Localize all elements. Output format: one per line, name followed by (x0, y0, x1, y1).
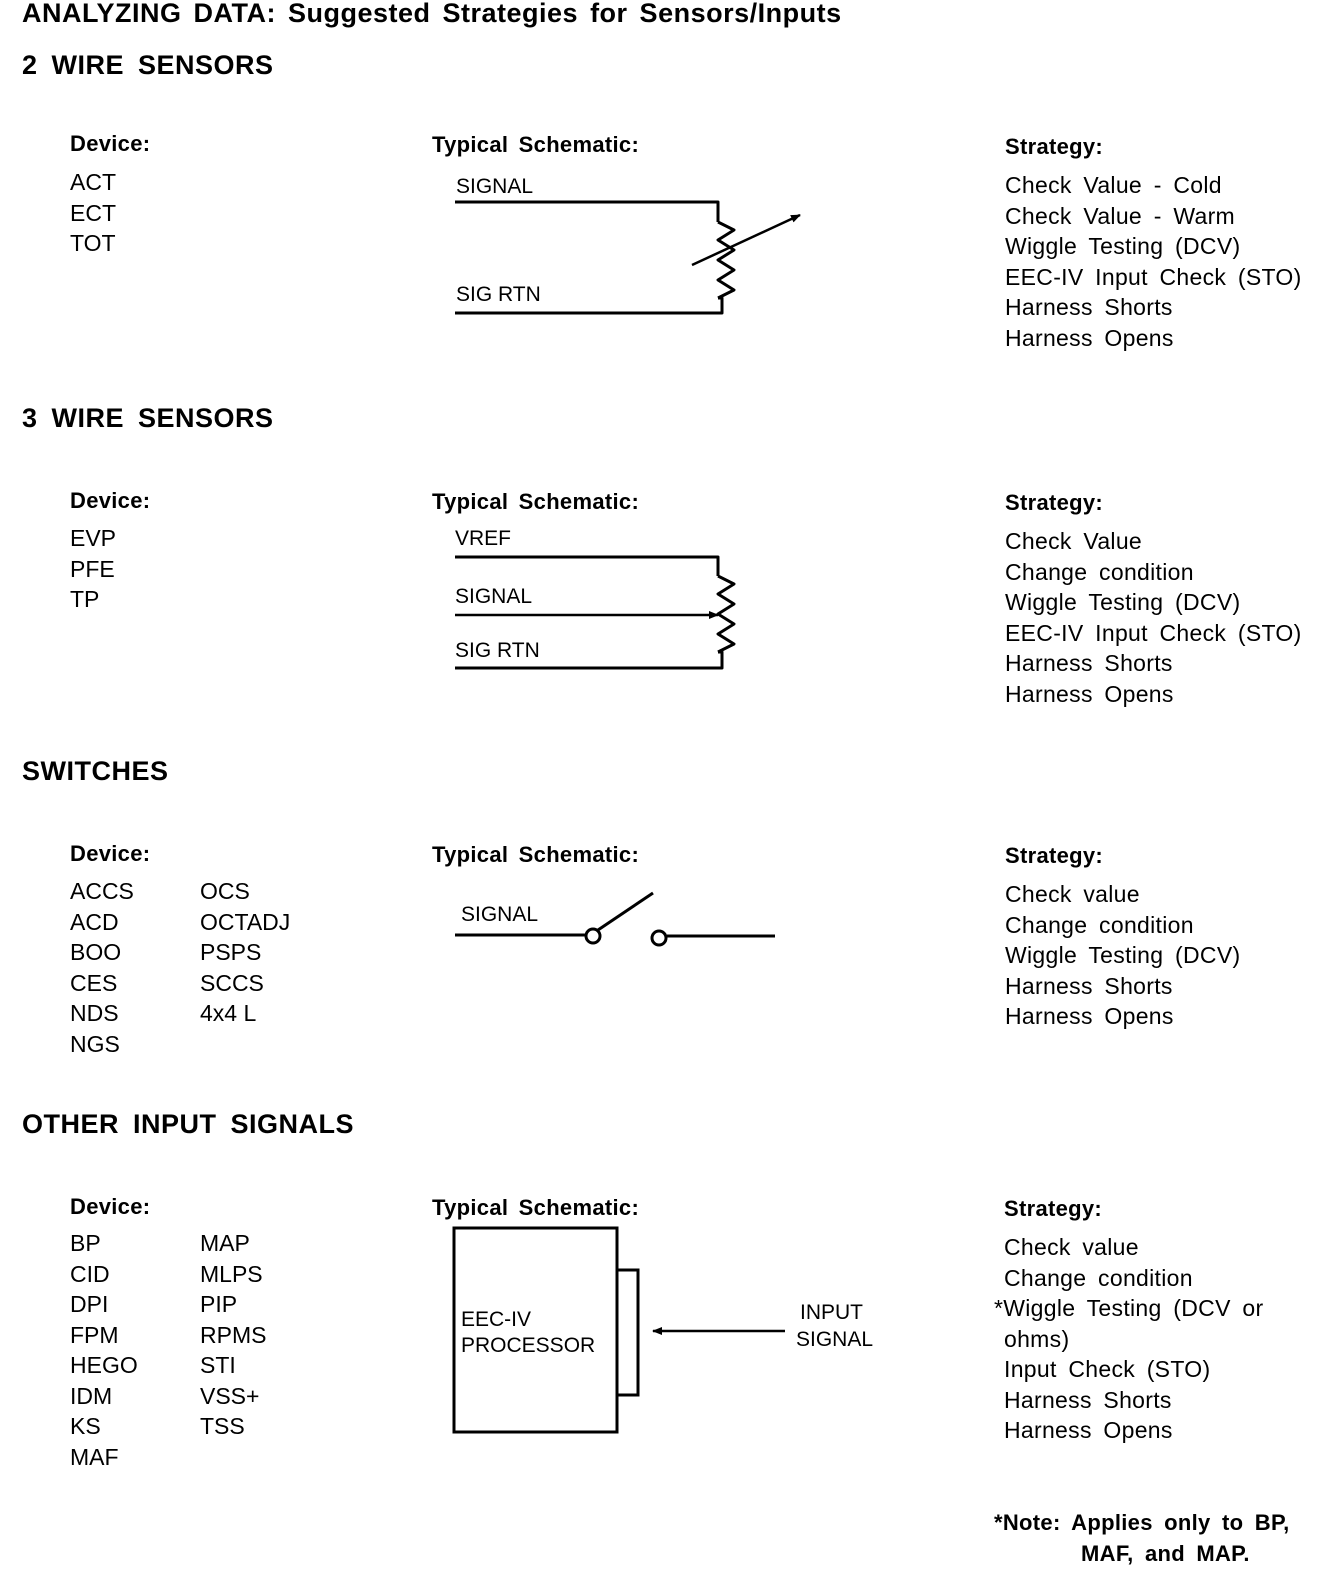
processor-connector (617, 1270, 638, 1395)
device-item: NGS (70, 1030, 120, 1057)
device-item: HEGO (70, 1352, 138, 1378)
strategy-item: Change condition (1005, 911, 1194, 938)
strategy-item: Harness Opens (1004, 1417, 1173, 1443)
schematic-label-signal: SIGNAL (461, 903, 539, 926)
strategy-item: Wiggle Testing (DCV) (1005, 233, 1241, 259)
schematic-label-sig-rtn: SIG RTN (455, 639, 540, 662)
strategy-item: Check Value - Warm (1005, 202, 1236, 229)
strategy-column-label: Strategy: (1005, 843, 1104, 868)
device-item: BP (70, 1230, 101, 1256)
processor-box (454, 1228, 617, 1432)
device-item: TSS (200, 1413, 245, 1439)
page-title: ANALYZING DATA: Suggested Strategies for Sensors/Inputs (22, 0, 842, 28)
two-wire-thermistor-schematic (455, 202, 800, 313)
strategy-item: Harness Shorts (1005, 294, 1173, 320)
device-item: OCTADJ (200, 908, 291, 935)
device-item: ACT (70, 169, 116, 195)
schematic-column-label: Typical Schematic: (432, 489, 640, 514)
device-item: DPI (70, 1291, 109, 1317)
device-column-label: Device: (70, 131, 151, 156)
strategy-item: EEC-IV Input Check (STO) (1005, 263, 1302, 290)
strategy-item: Harness Opens (1005, 680, 1174, 707)
strategy-item: *Wiggle Testing (DCV or (994, 1295, 1264, 1321)
strategy-item: EEC-IV Input Check (STO) (1005, 619, 1302, 646)
device-item: MAP (200, 1230, 250, 1256)
processor-label-line1: EEC-IV (461, 1308, 532, 1331)
processor-label-line2: PROCESSOR (461, 1334, 596, 1357)
strategy-item: Wiggle Testing (DCV) (1005, 589, 1241, 615)
strategy-item: Harness Shorts (1005, 650, 1173, 676)
schematic-label-vref: VREF (455, 527, 512, 550)
device-item: MAF (70, 1443, 119, 1470)
schematic-label-sig-rtn: SIG RTN (456, 283, 541, 306)
resistor-zigzag (718, 576, 734, 652)
device-item: OCS (200, 878, 250, 904)
schematic-column-label: Typical Schematic: (432, 1195, 640, 1220)
variable-arrow (692, 215, 800, 265)
schematic-column-label: Typical Schematic: (432, 842, 640, 867)
strategy-item: Check value (1005, 881, 1140, 907)
section-heading-switches: SWITCHES (22, 756, 169, 786)
input-signal-label-line1: INPUT (800, 1301, 863, 1324)
strategy-column-label: Strategy: (1005, 490, 1104, 515)
device-item: EVP (70, 525, 117, 551)
device-item: VSS+ (200, 1382, 260, 1409)
device-item: TOT (70, 230, 116, 256)
schematic-label-signal: SIGNAL (455, 585, 533, 608)
strategy-item: Change condition (1005, 558, 1194, 585)
device-item: RPMS (200, 1321, 267, 1348)
device-column-label: Device: (70, 841, 151, 866)
input-signal-label-line2: SIGNAL (796, 1328, 874, 1351)
strategy-item: ohms) (1004, 1325, 1070, 1352)
schematic-label-signal: SIGNAL (456, 175, 534, 198)
device-item: NDS (70, 1000, 119, 1026)
switch-contact-right (652, 931, 666, 945)
section-heading-other-input-signals: OTHER INPUT SIGNALS (22, 1109, 355, 1139)
strategy-item: Input Check (STO) (1004, 1356, 1211, 1382)
switch-blade (598, 893, 653, 930)
switch-schematic (455, 893, 775, 945)
device-item: STI (200, 1352, 236, 1378)
device-item: ACCS (70, 878, 134, 904)
vref-wire (455, 557, 718, 576)
strategy-item: Wiggle Testing (DCV) (1005, 942, 1241, 968)
schematic-column-label: Typical Schematic: (432, 132, 640, 157)
device-item: PIP (200, 1291, 238, 1317)
processor-schematic (454, 1228, 785, 1432)
strategy-item: Change condition (1004, 1264, 1193, 1291)
device-item: KS (70, 1413, 101, 1439)
device-item: MLPS (200, 1260, 263, 1287)
strategy-item: Harness Shorts (1005, 972, 1173, 999)
strategy-item: Harness Opens (1005, 1003, 1174, 1029)
strategy-column-label: Strategy: (1005, 134, 1104, 159)
device-item: FPM (70, 1321, 119, 1348)
strategy-item: Check Value - Cold (1005, 172, 1222, 198)
switch-contact-left (586, 929, 600, 943)
strategy-item: Harness Opens (1005, 324, 1174, 351)
strategy-item: Check value (1004, 1234, 1139, 1260)
signal-wire (455, 202, 718, 222)
device-item: PSPS (200, 939, 262, 965)
sig-rtn-wire (455, 652, 722, 668)
device-item: ACD (70, 908, 119, 935)
sig-rtn-wire (455, 298, 722, 313)
strategy-item: Harness Shorts (1004, 1386, 1172, 1413)
device-item: BOO (70, 939, 122, 965)
section-heading-2-wire-sensors: 2 WIRE SENSORS (22, 50, 274, 80)
section-heading-3-wire-sensors: 3 WIRE SENSORS (22, 403, 274, 433)
device-column-label: Device: (70, 1194, 151, 1219)
footnote-line2: MAF, and MAP. (1081, 1541, 1250, 1566)
device-item: CES (70, 969, 118, 996)
device-item: SCCS (200, 969, 264, 996)
three-wire-potentiometer-schematic (455, 557, 734, 668)
device-item: PFE (70, 555, 115, 582)
strategy-column-label: Strategy: (1004, 1196, 1103, 1221)
device-item: 4x4 L (200, 1000, 257, 1026)
resistor-zigzag (718, 222, 734, 298)
device-item: TP (70, 586, 100, 612)
device-item: IDM (70, 1382, 113, 1409)
device-column-label: Device: (70, 488, 151, 513)
device-item: CID (70, 1260, 110, 1287)
strategy-item: Check Value (1005, 528, 1143, 554)
footnote-line1: *Note: Applies only to BP, (994, 1510, 1290, 1535)
device-item: ECT (70, 199, 116, 226)
